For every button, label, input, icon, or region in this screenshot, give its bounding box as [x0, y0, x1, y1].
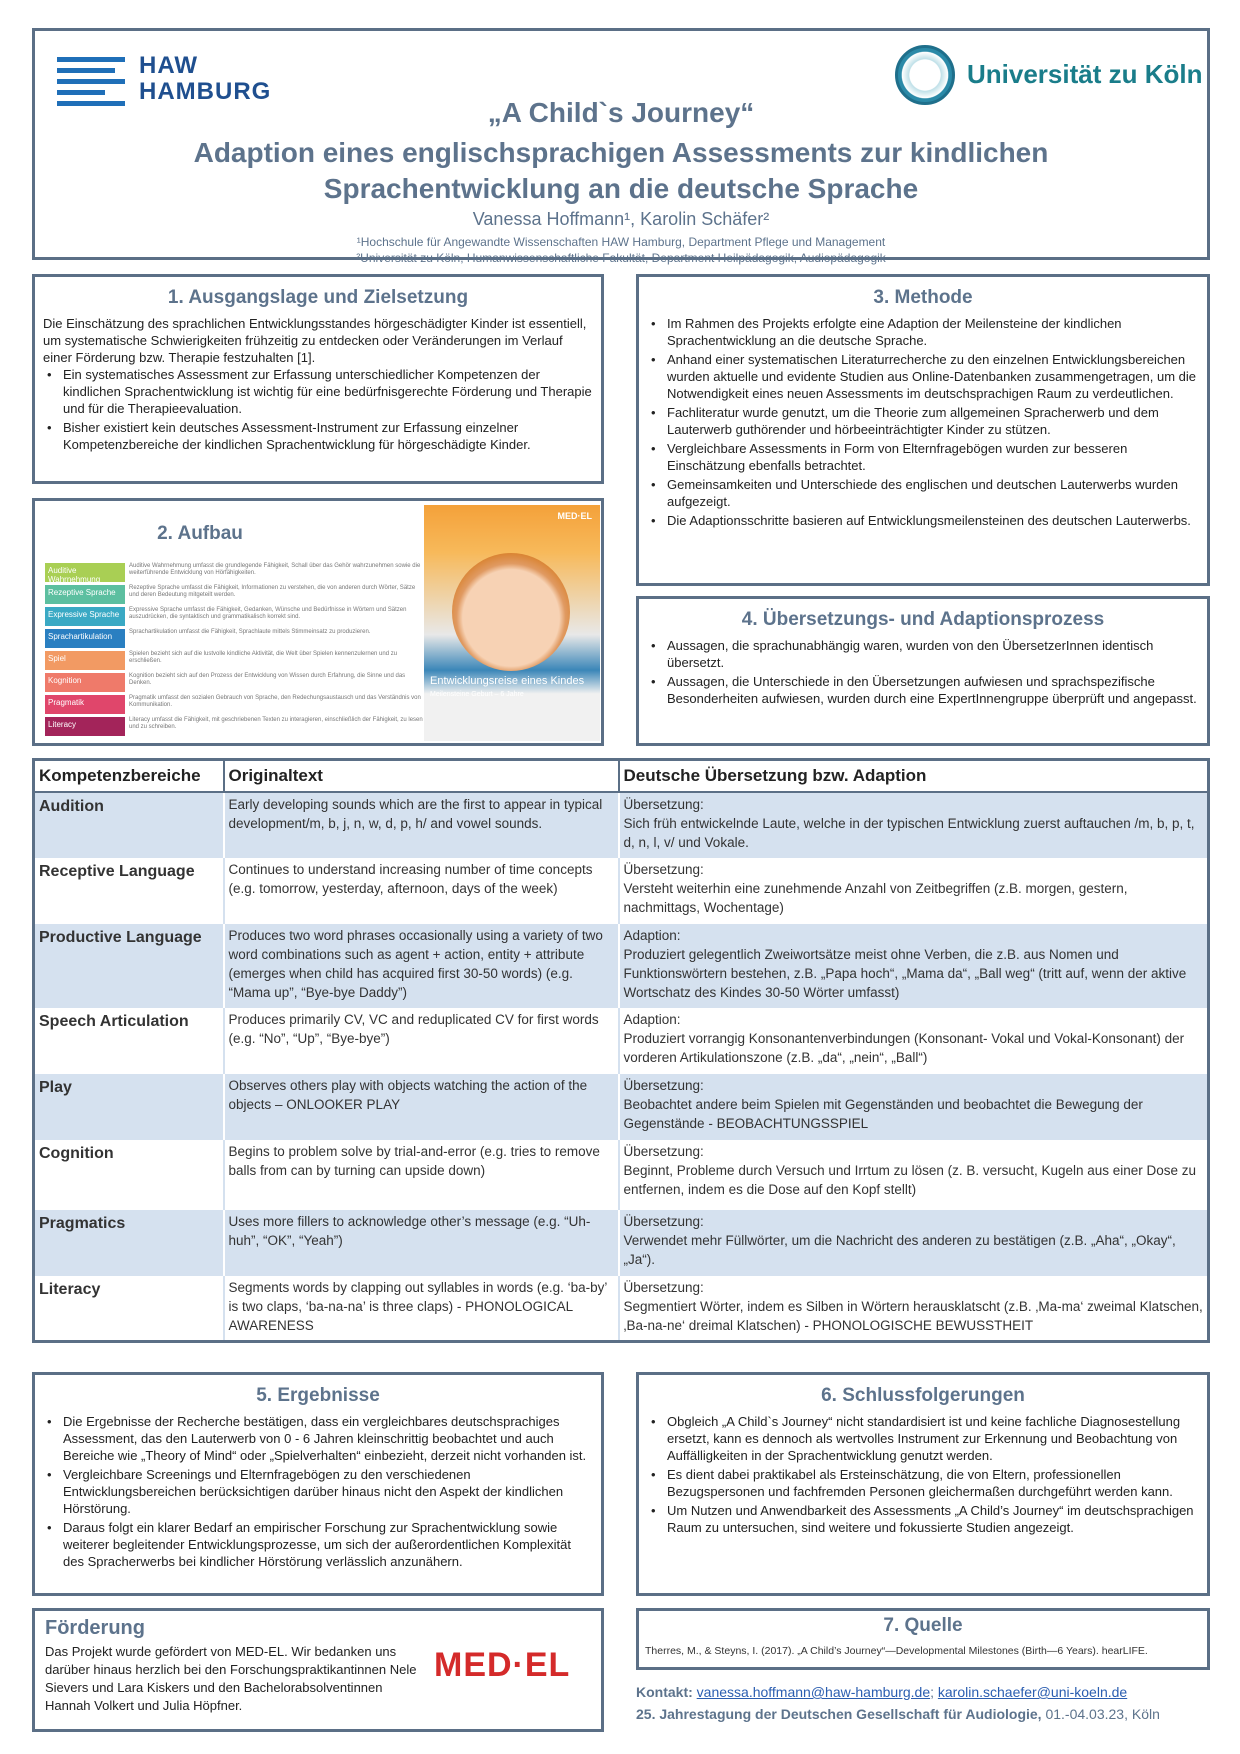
- column-header: Deutsche Übersetzung bzw. Adaption: [619, 760, 1209, 792]
- book-title: Entwicklungsreise eines Kindes: [430, 675, 585, 687]
- table-cell: Audition: [34, 792, 224, 858]
- list-item: • Es dient dabei praktikabel als Ersteinschätzung, die von Eltern, professionellen Bezugspersonen und fachfremden Personen gleichermaßen durchgeführt werden kann.: [647, 1466, 1199, 1500]
- table-cell: Play: [34, 1074, 224, 1140]
- section-title: 6. Schlussfolgerungen: [821, 1385, 1025, 1406]
- affiliation-1: ¹Hochschule für Angewandte Wissenschaften HAW Hamburg, Department Pflege und Management: [356, 235, 886, 249]
- list-item: • Aussagen, die Unterschiede in den Übersetzungen aufwiesen und sprachspezifische Besonderheiten aufwiesen, wurden durch eine ExpertInnengruppe überprüft und angepasst.: [647, 673, 1199, 707]
- med-el-logo: MED·EL: [434, 1646, 571, 1684]
- table-cell: Continues to understand increasing number of time concepts (e.g. tomorrow, yesterday, afternoon, days of the week): [224, 858, 619, 924]
- table-cell: Begins to problem solve by trial-and-error (e.g. tries to remove balls from can by turning can upside down): [224, 1140, 619, 1210]
- legend-row: Expressive Sprache Expressive Sprache umfasst die Fähigkeit, Gedanken, Wünsche und Bedürfnisse in Wörtern und Sätzen auszudrücken, die syntaktisch und grammatikalisch korrekt sind.: [45, 607, 425, 626]
- table-cell: Übersetzung: Segmentiert Wörter, indem es Silben in Wörtern herausklatscht (z.B. ‚Ma-ma‘ zweimal Klatschen, ‚Ba-na-ne‘ dreimal Klatschen) - PHONOLOGISCHE BEWUSSTHEIT: [619, 1276, 1209, 1342]
- legend-row: Auditive Wahrnehmung Auditive Wahrnehmung umfasst die grundlegende Fähigkeit, Schall über das Gehör wahrzunehmen sowie die weiterführende Entwicklung von Hörfähigkeiten.: [45, 563, 425, 582]
- table-cell: Übersetzung: Sich früh entwickelnde Laute, welche in der typischen Entwicklung zuerst auftauchen /m, b, p, t, d, n, l, v/ und Vokale.: [619, 792, 1209, 858]
- list-item: • Vergleichbare Screenings und Elternfragebögen zu den verschiedenen Entwicklungsbereichen berücksichtigen darüber hinaus nicht den Aspekt der kindlichen Hörstörung.: [43, 1466, 593, 1517]
- section-ergebnisse: [32, 1372, 604, 1596]
- list-item: • Die Ergebnisse der Recherche bestätigen, dass ein vergleichbares deutschsprachiges Assessment, das den Lauterwerb von 0 - 6 Jahren kleinschrittig beobachtet und auch Bereiche wie „Theory of Mind“ oder „Spielverhalten“ einbezieht, derzeit nicht vorhanden ist.: [43, 1413, 593, 1464]
- table-cell: Übersetzung: Beobachtet andere beim Spielen mit Gegenständen und beobachtet die Bewegung der Gegenstände - BEOBACHTUNGSSPIEL: [619, 1074, 1209, 1140]
- section-title: Förderung: [45, 1617, 145, 1639]
- seal-icon: [895, 45, 955, 105]
- list-item: • Um Nutzen und Anwendbarkeit des Assessments „A Child’s Journey“ im deutschsprachigen Raum zu untersuchen, sind weitere und fokussierte Studien angezeigt.: [647, 1502, 1199, 1536]
- list-item: • Ein systematisches Assessment zur Erfassung unterschiedlicher Kompetenzen der kindlichen Sprachentwicklung ist wichtig für eine bedürfnisgerechte Förderung und Therapie und für die Therapieevaluation.: [43, 366, 593, 417]
- section-ausgangslage: [32, 274, 604, 484]
- table-cell: Speech Articulation: [34, 1008, 224, 1074]
- table-cell: Observes others play with objects watching the action of the objects – ONLOOKER PLAY: [224, 1074, 619, 1140]
- book-subtitle: Meilensteine Geburt – 6 Jahre: [430, 691, 524, 698]
- authors: Vanessa Hoffmann¹, Karolin Schäfer²: [472, 209, 770, 229]
- section-title: 4. Übersetzungs- und Adaptionsprozess: [741, 609, 1105, 630]
- table-cell: Pragmatics: [34, 1210, 224, 1276]
- book-brand: MED·EL: [557, 511, 592, 521]
- column-header: Originaltext: [224, 760, 619, 792]
- section-title: 2. Aufbau: [157, 523, 243, 544]
- header-box: [32, 28, 1210, 265]
- list-item: • Vergleichbare Assessments in Form von Elternfragebögen wurden zur besseren Einschätzung ebenfalls betrachtet.: [647, 440, 1199, 474]
- book-cover-image: [424, 505, 600, 741]
- list-item: • Aussagen, die sprachunabhängig waren, wurden von den ÜbersetzerInnen identisch übersetzt.: [647, 637, 1199, 671]
- table-header-row: [34, 760, 1209, 792]
- legend-row: Rezeptive Sprache Rezeptive Sprache umfasst die Fähigkeit, Informationen zu verstehen, die von anderen durch Wörter, Sätze und deren Bedeutung mitgeteilt werden.: [45, 585, 425, 604]
- section-methode: [636, 274, 1210, 586]
- email-link-1[interactable]: vanessa.hoffmann@haw-hamburg.de: [696, 1684, 931, 1700]
- email-link-2[interactable]: karolin.schaefer@uni-koeln.de: [937, 1684, 1128, 1700]
- list-item: • Daraus folgt ein klarer Bedarf an empirischer Forschung zur Sprachentwicklung sowie weiterer begleitender Entwicklungsprozesse, um sich der außerordentlichen Komplexität des Spracherwerbs bei kindlicher Hörstörung verlässlich anzunähern.: [43, 1519, 593, 1570]
- section-intro: Die Einschätzung des sprachlichen Entwicklungsstandes hörgeschädigter Kinder ist essentiell, um systematische Schwierigkeiten frühzeitig zu entdecken oder Veränderungen im Verlauf einer Förderung bzw. Therapie festzuhalten [1].: [43, 316, 587, 365]
- table-cell: Cognition: [34, 1140, 224, 1210]
- legend-row: Spiel Spielen bezieht sich auf die lustvolle kindliche Aktivität, die Welt über Spielen kennenzulernen und zu erschließen.: [45, 651, 425, 670]
- table-cell: Early developing sounds which are the first to appear in typical development/m, b, j, n, w, d, p, h/ and vowel sounds.: [224, 792, 619, 858]
- legend-row: Literacy Literacy umfasst die Fähigkeit, mit geschriebenen Texten zu interagieren, einschließlich der Fähigkeit, zu lesen und zu schreiben.: [45, 717, 425, 736]
- uni-koeln-logo: [895, 45, 1203, 105]
- child-face-image: [452, 553, 570, 671]
- bullet-list: [647, 1413, 1199, 1536]
- list-item: • Im Rahmen des Projekts erfolgte eine Adaption der Meilensteine der kindlichen Sprachentwicklung an die deutsche Sprache.: [647, 315, 1199, 349]
- table-cell: Literacy: [34, 1276, 224, 1342]
- legend-row: Pragmatik Pragmatik umfasst den sozialen Gebrauch von Sprache, den Redechungsaustausch und das Verständnis von Kommunikation.: [45, 695, 425, 714]
- table-cell: Adaption: Produziert vorrangig Konsonantenverbindungen (Konsonant- Vokal und Vokal-Konsonant) der vorderen Artikulationszone (z.B. „da“, „nein“, „Ball“): [619, 1008, 1209, 1074]
- competence-table: [32, 758, 1210, 1343]
- list-item: • Die Adaptionsschritte basieren auf Entwicklungsmeilensteinen des deutschen Lauterwerbs.: [647, 512, 1199, 529]
- affiliation-2: ²Universität zu Köln, Humanwissenschaftliche Fakultät, Department Heilpädagogik, Audiopädagogik: [356, 251, 886, 265]
- table-row: [34, 858, 1209, 924]
- table-row: [34, 1276, 1209, 1342]
- legend-row: Sprachartikulation Sprachartikulation umfasst die Fähigkeit, Sprachlaute mittels Stimmeinsatz zu produzieren.: [45, 629, 425, 648]
- conference-line: 25. Jahrestagung der Deutschen Gesellschaft für Audiologie, 01.-04.03.23, Köln: [636, 1706, 1160, 1722]
- table-cell: Produces primarily CV, VC and reduplicated CV for first words (e.g. “No”, “Up”, “Bye-bye”): [224, 1008, 619, 1074]
- table-cell: Produces two word phrases occasionally using a variety of two word combinations such as agent + action, entity + attribute (emerges when child has acquired first 30-50 words) (e.g. “Mama up”, “Bye-bye Daddy”): [224, 924, 619, 1008]
- table-row: [34, 792, 1209, 858]
- list-item: • Anhand einer systematischen Literaturrecherche zu den einzelnen Entwicklungsbereichen wurden aktuelle und evidente Studien aus Online-Datenbanken zusammengetragen, um die Notwendigkeit eines neuen Assessments im deutschsprachigen Raum zu verdeutlichen.: [647, 351, 1199, 402]
- table-row: [34, 924, 1209, 1008]
- list-item: • Obgleich „A Child`s Journey“ nicht standardisiert ist und keine fachliche Diagnosestellung ersetzt, kann es dennoch als wertvolles Instrument zur Erkennung und Beobachtung von Auffälligkeiten in der Sprachentwicklung genutzt werden.: [647, 1413, 1199, 1464]
- table-row: [34, 1074, 1209, 1140]
- contact-line: Kontakt: vanessa.hoffmann@haw-hamburg.de; karolin.schaefer@uni-koeln.de: [636, 1684, 1128, 1700]
- table-cell: Übersetzung: Beginnt, Probleme durch Versuch und Irrtum zu lösen (z. B. versucht, Kugeln aus einer Dose zu entfernen, indem es die Dose auf den Kopf stellt): [619, 1140, 1209, 1210]
- poster-subtitle: Adaption eines englischsprachigen Assessments zur kindlichen Sprachentwicklung an die deutsche Sprache: [193, 137, 1049, 204]
- table-row: [34, 1140, 1209, 1210]
- section-schlussfolgerungen: [636, 1372, 1210, 1596]
- funding-text: Das Projekt wurde gefördert von MED-EL. Wir bedanken uns darüber hinaus herzlich bei den Forschungspraktikantinnen Nele Sievers und Lara Kiskers und den Bachelorabsolventinnen Hannah Volkert und Julia Höpfner.: [45, 1644, 417, 1713]
- section-title: 1. Ausgangslage und Zielsetzung: [167, 287, 469, 308]
- bullet-list: [43, 1413, 593, 1570]
- table-cell: Productive Language: [34, 924, 224, 1008]
- bullet-list: [647, 315, 1199, 529]
- uni-koeln-text: Universität zu Köln: [967, 59, 1203, 89]
- section-quelle: [636, 1608, 1210, 1670]
- list-item: • Gemeinsamkeiten und Unterschiede des englischen und deutschen Lauterwerbs wurden aufgezeigt.: [647, 476, 1199, 510]
- section-title: 5. Ergebnisse: [256, 1385, 380, 1406]
- poster-title: „A Child`s Journey“: [487, 97, 755, 128]
- reference-text: Therres, M., & Steyns, I. (2017). „A Child’s Journey“—Developmental Milestones (Birth—6 Years). hearLIFE.: [645, 1645, 1148, 1657]
- table-cell: Adaption: Produziert gelegentlich Zweiwortsätze meist ohne Verben, die z.B. aus Nomen und Funktionswörtern bestehen, z.B. „Papa hoch“, „Mama da“, „Ball weg“ (tritt auf, wenn der aktive Wortschatz des Kindes 30-50 Wörter umfasst): [619, 924, 1209, 1008]
- column-header: Kompetenzbereiche: [34, 760, 224, 792]
- table-row: [34, 1008, 1209, 1074]
- table-cell: Uses more fillers to acknowledge other’s message (e.g. “Uh-huh”, “OK”, “Yeah”): [224, 1210, 619, 1276]
- list-item: • Fachliteratur wurde genutzt, um die Theorie zum allgemeinen Spracherwerb und dem Lauterwerb guthörender und hörbeeinträchtigter Kinder zu stützen.: [647, 404, 1199, 438]
- table-cell: Übersetzung: Verwendet mehr Füllwörter, um die Nachricht des anderen zu bestätigen (z.B. „Aha“, „Okay“, „Ja“).: [619, 1210, 1209, 1276]
- section-title: 3. Methode: [873, 287, 973, 308]
- bullet-list: [647, 637, 1199, 707]
- legend-row: Kognition Kognition bezieht sich auf den Prozess der Entwicklung von Wissen durch Erfahrung, die Sinne und das Denken.: [45, 673, 425, 692]
- competence-legend: [45, 563, 425, 739]
- table-row: [34, 1210, 1209, 1276]
- section-uebersetzung: [636, 596, 1210, 746]
- table-cell: Receptive Language: [34, 858, 224, 924]
- list-item: • Bisher existiert kein deutsches Assessment-Instrument zur Erfassung einzelner Kompetenzbereiche der kindlichen Sprachentwicklung für hörgeschädigte Kinder.: [43, 419, 593, 453]
- bullet-list: [43, 366, 593, 453]
- section-title: 7. Quelle: [883, 1615, 963, 1636]
- haw-logo-text: HAW HAMBURG: [139, 52, 272, 105]
- table-cell: Segments words by clapping out syllables in words (e.g. ‘ba-by’ is two claps, ‘ba-na-na’ is three claps) - PHONOLOGICAL AWARENESS: [224, 1276, 619, 1342]
- table-cell: Übersetzung: Versteht weiterhin eine zunehmende Anzahl von Zeitbegriffen (z.B. morgen, gestern, nachmittags, Wochentage): [619, 858, 1209, 924]
